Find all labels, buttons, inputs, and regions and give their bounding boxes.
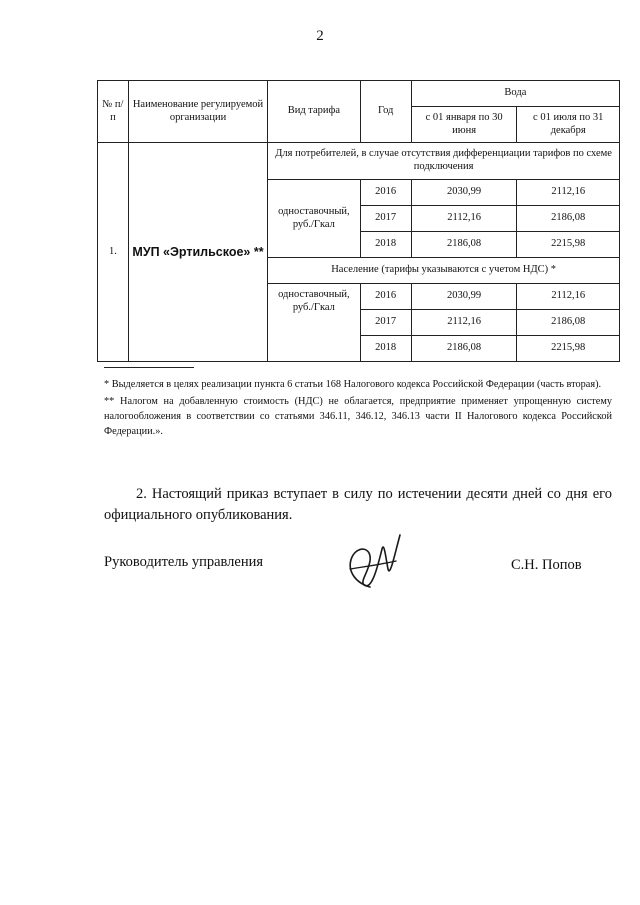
year-cell: 2016: [360, 284, 411, 310]
value-period-2: 2186,08: [517, 310, 620, 336]
header-period-2: с 01 июля по 31 декабря: [517, 107, 620, 143]
value-period-1: 2112,16: [411, 310, 517, 336]
year-cell: 2017: [360, 310, 411, 336]
tariff-kind: одноставочный, руб./Гкал: [268, 284, 360, 362]
footnote-divider: [104, 367, 194, 368]
year-cell: 2017: [360, 206, 411, 232]
header-period-1: с 01 января по 30 июня: [411, 107, 517, 143]
footnotes: [104, 378, 612, 442]
page-number: 2: [316, 28, 324, 44]
footnote-1: * Выделяется в целях реализации пункта 6 статьи 168 Налогового кодекса Российской Федерации (часть вторая).: [104, 379, 602, 390]
order-paragraph: 2. Настоящий приказ вступает в силу по истечении десяти дней со дня его официального опубликования.: [104, 486, 612, 524]
value-period-2: 2215,98: [517, 336, 620, 362]
year-cell: 2018: [360, 336, 411, 362]
footnote-2: ** Налогом на добавленную стоимость (НДС) не облагается, предприятие применяет упрощенную систему налогообложения в соответствии со статьями 346.11, 346.12, 346.13 части II Налогового кодекса Российской Федерации.».: [104, 395, 612, 437]
header-no: № п/п: [98, 81, 129, 143]
signatory-position: Руководитель управления: [104, 554, 264, 570]
value-period-2: 2112,16: [517, 180, 620, 206]
group-title-row: [98, 143, 620, 180]
header-tariff-kind: Вид тарифа: [268, 81, 360, 143]
value-period-1: 2030,99: [411, 284, 517, 310]
header-row: [98, 81, 620, 107]
tariff-table: [97, 80, 620, 362]
year-cell: 2016: [360, 180, 411, 206]
year-cell: 2018: [360, 232, 411, 258]
value-period-1: 2186,08: [411, 232, 517, 258]
signatory-name: С.Н. Попов: [511, 557, 582, 573]
row-number: 1.: [98, 143, 129, 362]
value-period-2: 2186,08: [517, 206, 620, 232]
value-period-1: 2030,99: [411, 180, 517, 206]
header-year: Год: [360, 81, 411, 143]
organization-name: МУП «Эртильское» **: [128, 143, 267, 362]
value-period-1: 2186,08: [411, 336, 517, 362]
group-title: Население (тарифы указываются с учетом НДС) *: [268, 258, 620, 284]
tariff-kind: одноставочный, руб./Гкал: [268, 180, 360, 258]
value-period-2: 2112,16: [517, 284, 620, 310]
handwritten-signature: [338, 525, 408, 597]
header-water: Вода: [411, 81, 619, 107]
value-period-2: 2215,98: [517, 232, 620, 258]
value-period-1: 2112,16: [411, 206, 517, 232]
group-title: Для потребителей, в случае отсутствия дифференциации тарифов по схеме подключения: [268, 143, 620, 180]
header-org: Наименование регулируемой организации: [128, 81, 267, 143]
